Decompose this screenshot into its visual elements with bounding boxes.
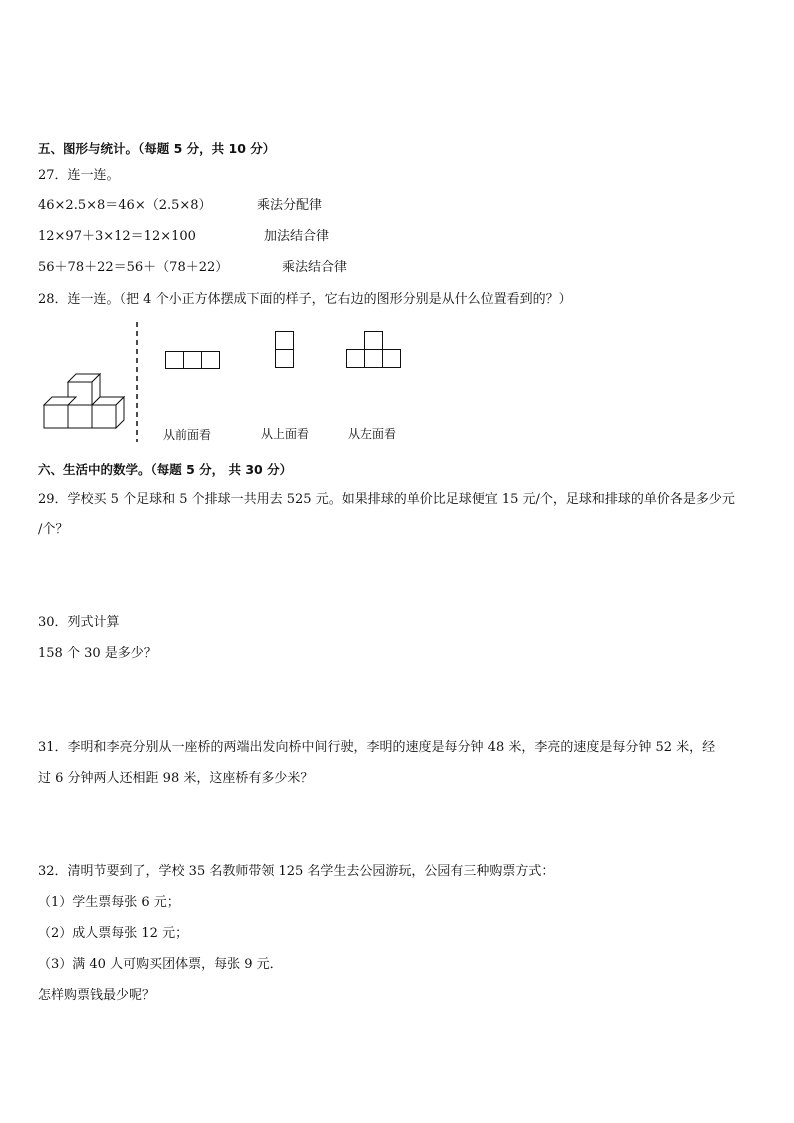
q27-title: 27．连一连。 [38, 168, 120, 183]
q28-title: 28．连一连。（把 4 个小正方体摆成下面的样子，它右边的图形分别是从什么位置看到的？） [38, 292, 572, 307]
q31-line-1: 31．李明和李亮分别从一座桥的两端出发向桥中间行驶，李明的速度是每分钟 48 米，李亮的速度是每分钟 52 米，经 [38, 740, 716, 755]
view-t-shape [346, 331, 402, 369]
q32-option-2: （2）成人票每张 12 元； [38, 926, 189, 941]
q32-option-3: （3）满 40 人可购买团体票，每张 9 元． [38, 957, 283, 972]
q30-body: 158 个 30 是多少？ [38, 646, 157, 661]
view-label-left: 从左面看 [348, 427, 397, 441]
section-6-heading: 六、生活中的数学。（每题 5 分， 共 30 分） [38, 462, 293, 477]
q31-line-2: 过 6 分钟两人还相距 98 米，这座桥有多少米？ [38, 771, 314, 786]
view-label-front: 从前面看 [163, 428, 212, 442]
q27-law-3: 乘法结合律 [282, 260, 348, 275]
q29-line-2: /个？ [38, 522, 69, 537]
q27-expression-1: 46×2.5×8＝46×（2.5×8） [38, 198, 212, 213]
section-5-heading: 五、图形与统计。（每题 5 分，共 10 分） [38, 141, 276, 156]
q32-option-1: （1）学生票每张 6 元； [38, 895, 180, 910]
view-three-in-row [165, 351, 221, 369]
dashed-divider [135, 322, 139, 442]
q32-question: 怎样购票钱最少呢？ [38, 988, 156, 1003]
q27-expression-2: 12×97＋3×12＝12×100 [38, 229, 196, 244]
q29-line-1: 29．学校买 5 个足球和 5 个排球一共用去 525 元。如果排球的单价比足球便宜 15 元/个，足球和排球的单价各是多少元 [38, 492, 735, 507]
view-label-top: 从上面看 [261, 427, 310, 441]
q27-expression-3: 56＋78＋22＝56＋（78＋22） [38, 260, 229, 275]
q27-law-1: 乘法分配律 [257, 198, 323, 213]
q27-law-2: 加法结合律 [264, 229, 330, 244]
view-two-stacked [275, 331, 295, 369]
q32-intro: 32．清明节要到了，学校 35 名教师带领 125 名学生去公园游玩，公园有三种购票方式： [38, 864, 555, 879]
cube-stack-figure [44, 366, 124, 428]
q30-title: 30．列式计算 [38, 615, 120, 630]
